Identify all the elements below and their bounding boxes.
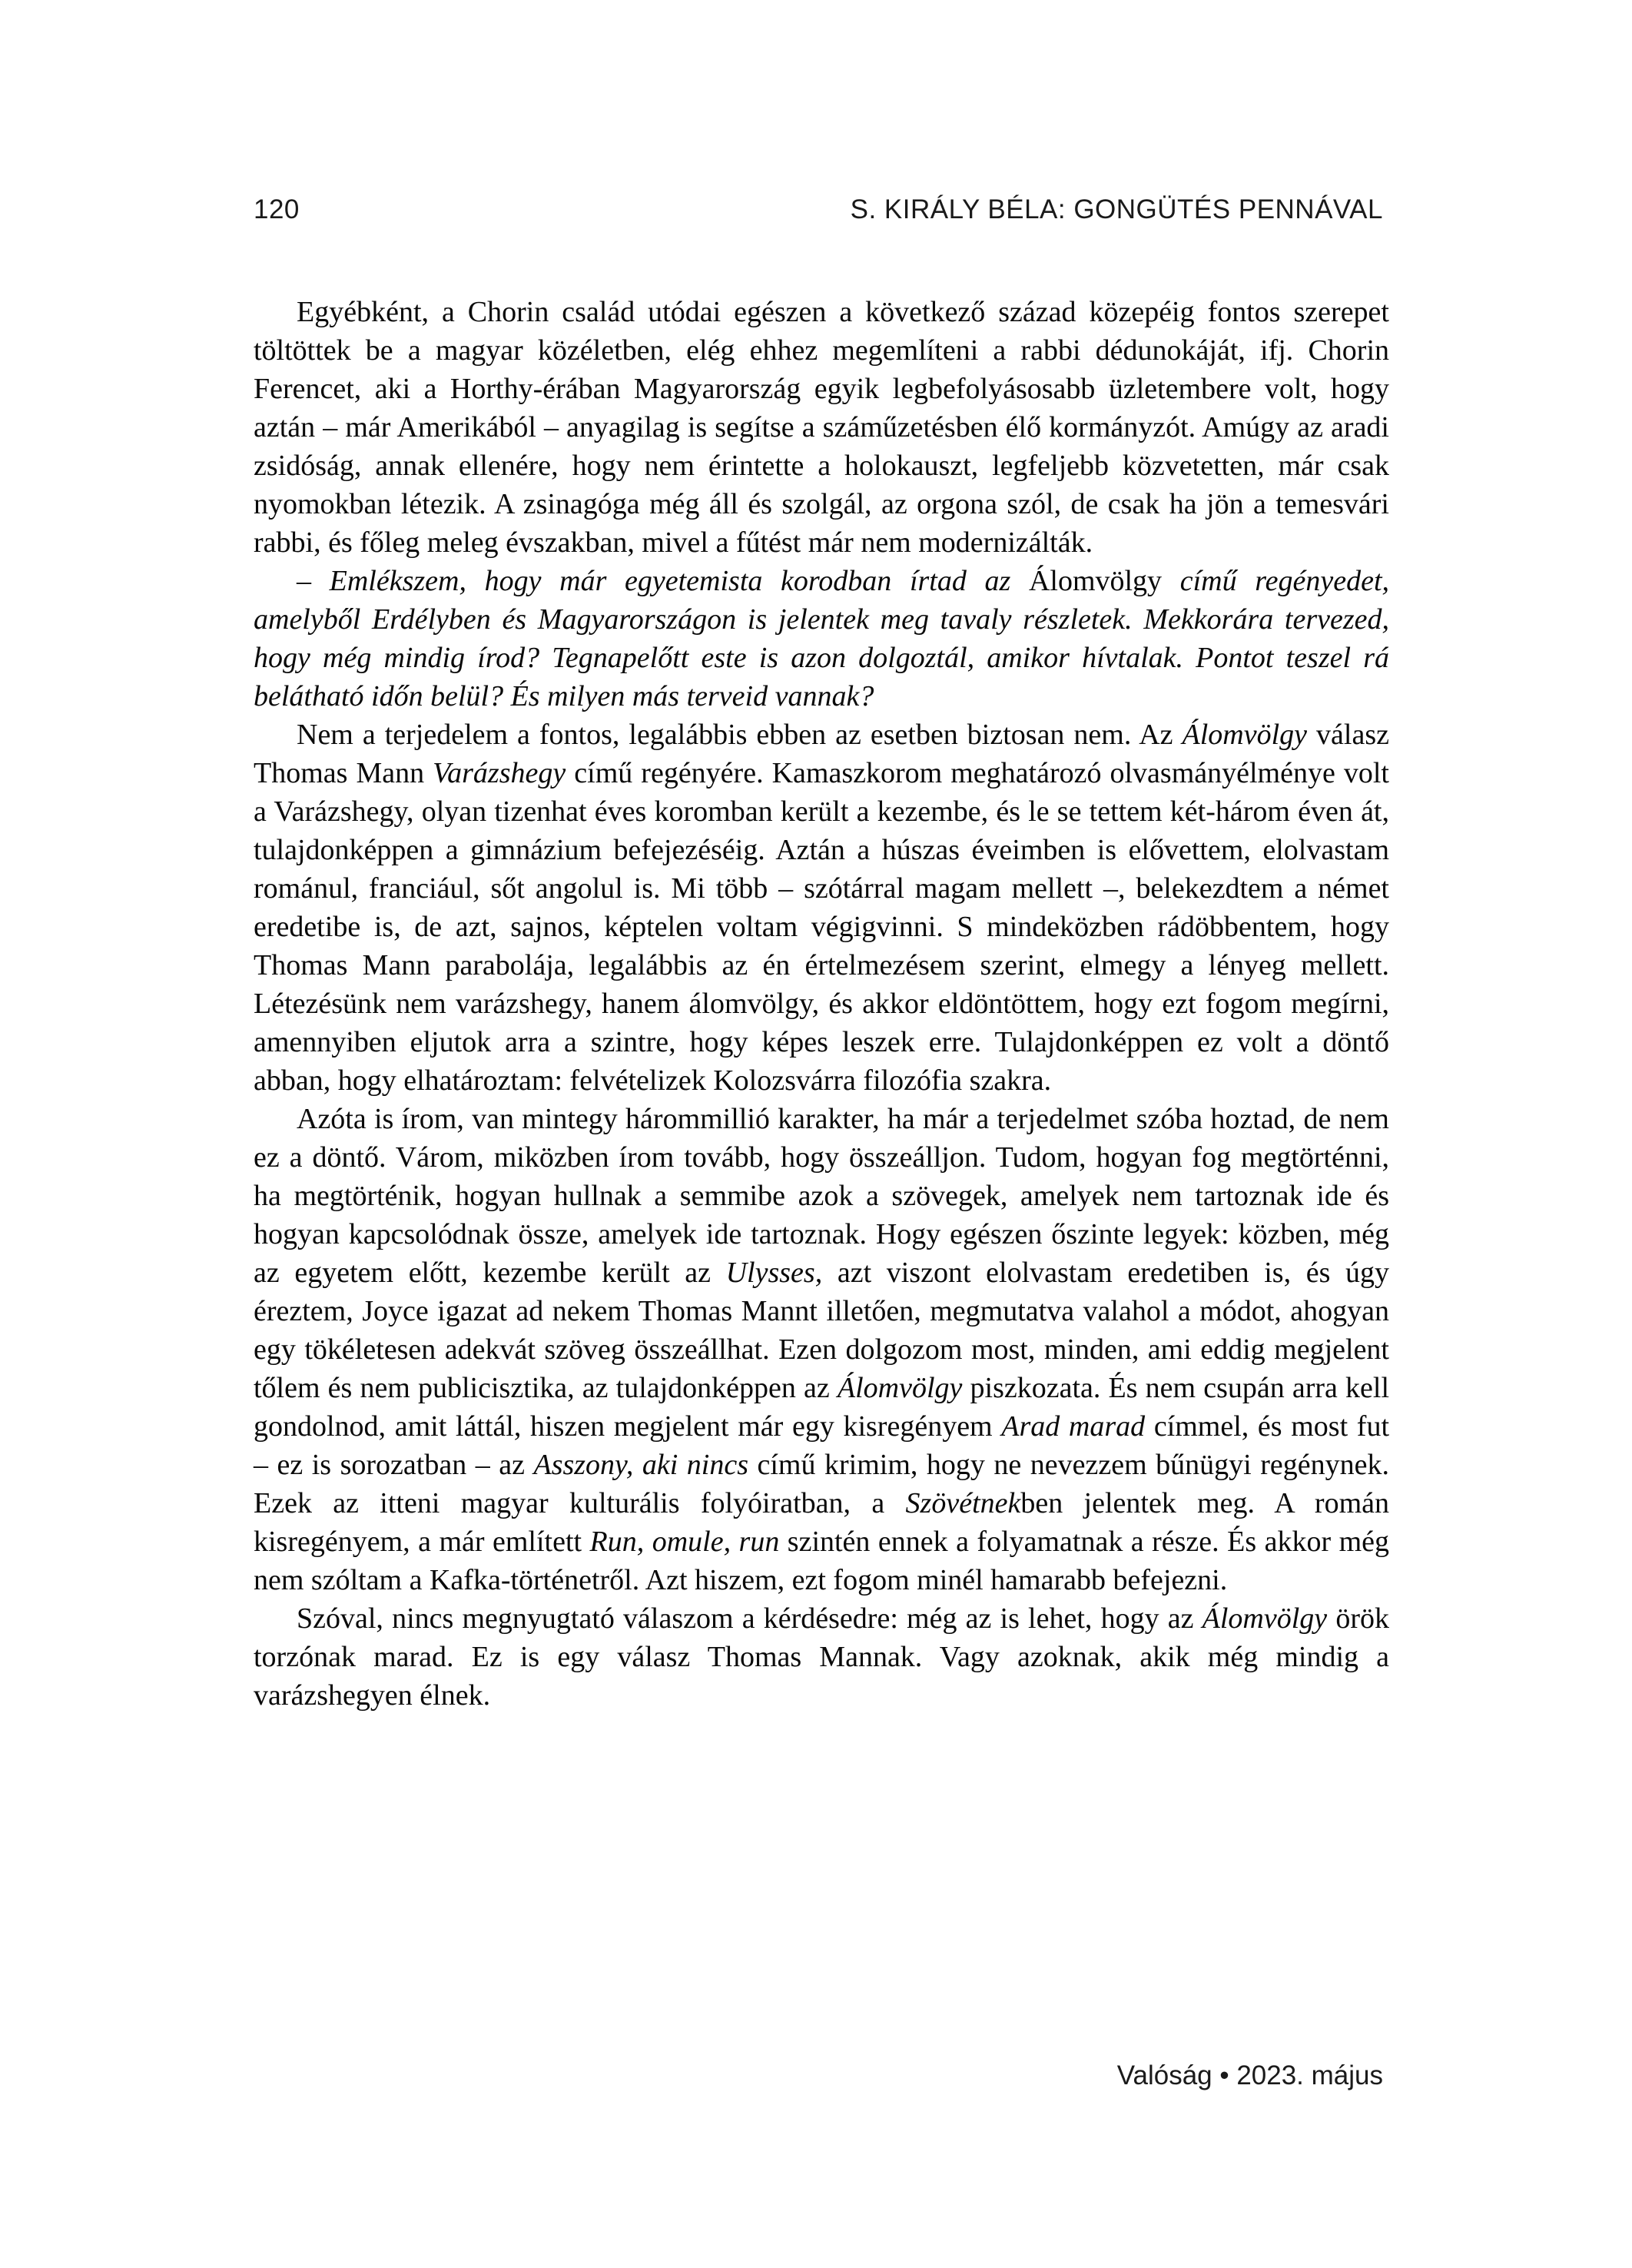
text-run: Azóta is írom, van mintegy hárommillió karakter, ha már a terjedelmet szóba hoztad, de nem ez a döntő. Várom, miközben írom tovább, hogy összeálljon. Tudom, hogyan fog megtörténni, ha megtörténik, hogyan hullnak a semmibe azok a szövegek, amelyek nem tartoznak ide és hogyan kapcsolódnak össze, amelyek ide tartoznak. Hogy egészen őszinte legyek: közben, még az egyetem előtt, kezembe került az [254,1103,1389,1289]
paragraph [254,1599,1389,1715]
italic-text-run: Szövétnek [905,1487,1021,1519]
text-run: azt viszont elolvastam eredetiben is, és úgy éreztem, Joyce igazat ad nekem Thomas Mannt illetően, megmutatva valahol a módot, ahogyan egy tökéletesen adekvát szöveg összeállhat. Ezen dolgozom most, minden, ami eddig megjelent tőlem és nem publicisztika, az tulajdonképpen az [254,1257,1389,1404]
italic-text-run: című regényedet, amelyből Erdélyben és Magyarországon is jelentek meg tavaly részletek. Mekkorára tervezed, hogy még mindig írod? Tegnapelőtt este is azon dolgoztál, amikor hívtalak. Pontot teszel rá belátható időn belül? És milyen más terveid vannak? [254,565,1389,712]
italic-text-run: Álomvölgy [1202,1602,1328,1635]
paragraph [254,562,1389,716]
paragraph [254,1100,1389,1599]
text-run: Egyébként, a Chorin család utódai egészen a következő század közepéig fontos szerepet töltöttek be a magyar közéletben, elég ehhez megemlíteni a rabbi dédunokáját, ifj. Chorin Ferencet, aki a Horthy-érában Magyarország egyik legbefolyásosabb üzletembere volt, hogy aztán – már Amerikából – anyagilag is segítse a száműzetésben élő kormányzót. Amúgy az aradi zsidóság, annak ellenére, hogy nem érintette a holokauszt, legfeljebb közvetetten, már csak nyomokban létezik. A zsinagóga még áll és szolgál, az orgona szól, de csak ha jön a temesvári rabbi, és főleg meleg évszakban, mivel a fűtést már nem modernizálták. [254,296,1389,559]
italic-text-run: Asszony, aki nincs [533,1449,748,1481]
page-number: 120 [254,194,300,224]
article-body [254,293,1389,1715]
italic-text-run: Álomvölgy [1182,719,1308,751]
text-run: Szóval, nincs megnyugtató válaszom a kérdésedre: még az is lehet, hogy az [297,1602,1202,1635]
text-run: piszkozata. És nem csupán arra kell gondolnod, amit láttál, hiszen megjelent már egy kisregényem [254,1372,1389,1443]
page-footer [1117,2060,1383,2091]
italic-text-run: Arad marad [1001,1410,1146,1443]
journal-issue-line: Valóság • 2023. május [1116,2060,1383,2090]
paragraph [254,716,1389,1100]
italic-text-run: Ulysses, [725,1257,823,1289]
text-run: szintén ennek a folyamatnak a része. És akkor még nem szóltam a Kafka-történetről. Azt hiszem, ezt fogom minél hamarabb befejezni. [254,1526,1389,1596]
italic-text-run: – Emlékszem, hogy már egyetemista korodban írtad az [297,565,1029,597]
text-run: című krimim, hogy ne nevezzem bűnügyi regénynek. Ezek az itteni magyar kulturális folyóiratban, a [254,1449,1390,1519]
text-run: Nem a terjedelem a fontos, legalábbis ebben az esetben biztosan nem. Az [297,719,1183,751]
text-run: örök torzónak marad. Ez is egy válasz Thomas Mannak. Vagy azoknak, akik még mindig a varázshegyen élnek. [254,1602,1389,1712]
running-title: S. KIRÁLY BÉLA: GONGÜTÉS PENNÁVAL [850,194,1383,224]
paragraph [254,293,1389,562]
text-run: válasz Thomas Mann [254,719,1389,789]
italic-text-run: Run, omule, run [589,1526,780,1558]
italic-text-run: Álomvölgy [837,1372,963,1404]
text-run: Álomvölgy [1028,565,1163,597]
italic-text-run: Varázshegy [433,757,566,789]
text-run: ben jelentek meg. A román kisregényem, a már említett [254,1487,1390,1558]
text-run: címmel, és most fut – ez is sorozatban – az [254,1410,1390,1481]
text-run: című regényére. Kamaszkorom meghatározó olvasmányélménye volt a Varázshegy, olyan tizenhat éves koromban került a kezembe, és le se tettem két-három éven át, tulajdonképpen a gimnázium befejezéséig. Aztán a húszas éveimben is elővettem, elolvastam románul, franciául, sőt angolul is. Mi több – szótárral magam mellett –, belekezdtem a német eredetibe is, de azt, sajnos, képtelen voltam végigvinni. S mindeközben rádöbbentem, hogy Thomas Mann parabolája, legalábbis az én értelmezésem szerint, elmegy a lényeg mellett. Létezésünk nem varázshegy, hanem álomvölgy, és akkor eldöntöttem, hogy ezt fogom megírni, amennyiben eljutok arra a szintre, hogy képes leszek erre. Tulajdonképpen ez volt a döntő abban, hogy elhatároztam: felvételizek Kolozsvárra filozófia szakra. [254,757,1389,1097]
page-header [254,194,1383,225]
